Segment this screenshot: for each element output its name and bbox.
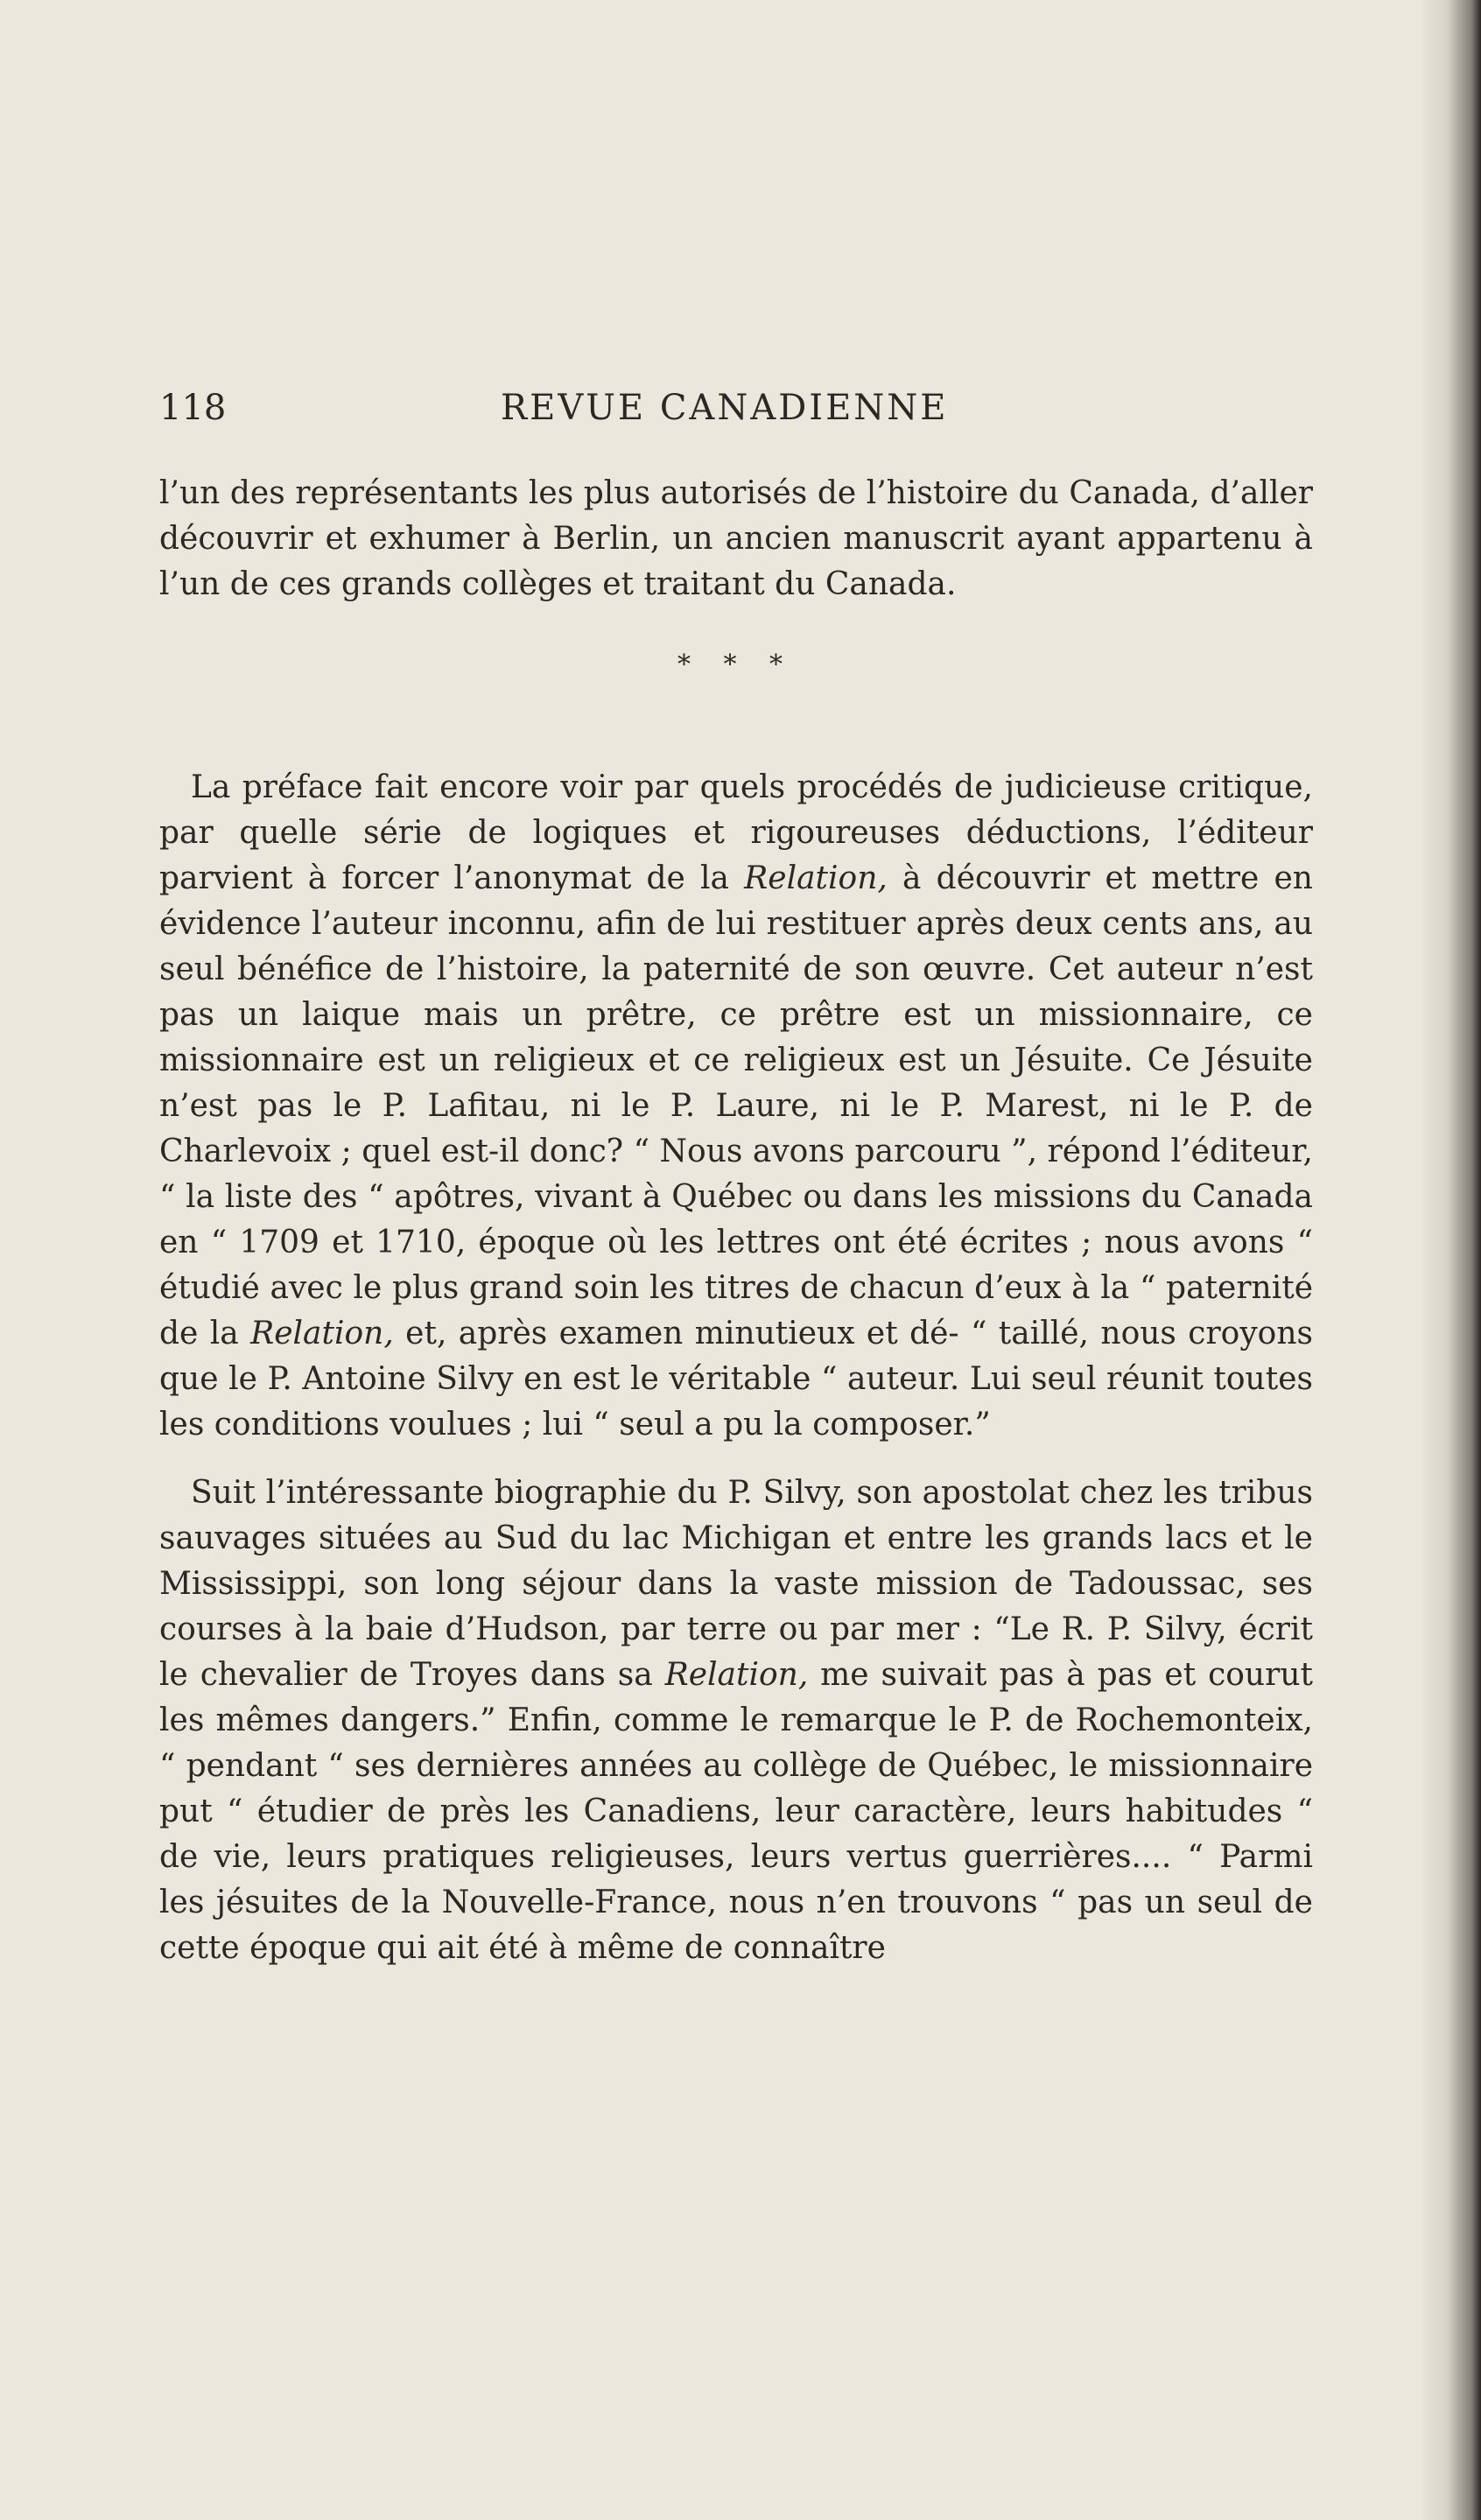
paragraph-3-italic-relation: Relation, — [664, 1657, 809, 1693]
paragraph-2-italic-relation-1: Relation, — [744, 860, 888, 896]
paragraph-2 — [159, 765, 1313, 1448]
paragraph-3 — [159, 1471, 1313, 1971]
paragraph-2-italic-relation-2: Relation, — [250, 1316, 394, 1351]
page-number: 118 — [159, 388, 227, 428]
paragraph-1: l’un des représentants les plus autorisés de l’histoire du Canada, d’aller découvrir et exhumer à Berlin, un ancien manuscrit ayant appartenu à l’un de ces grands collèges et traitant du Canada. — [159, 475, 1313, 602]
page-edge-shadow — [1420, 0, 1481, 2520]
running-head: REVUE CANADIENNE — [501, 388, 949, 428]
paragraph-2-part-c: et, après examen minutieux et dé- “ taillé, nous croyons que le P. Antoine Silvy en est le véritable “ auteur. Lui seul réunit toutes les conditions voulues ; lui “ seul a pu la composer.” — [159, 1316, 1314, 1443]
asterism: * * * — [677, 649, 796, 680]
page-header — [159, 382, 1297, 434]
paragraph-2-part-a: La préface fait encore voir par quels procédés de judicieuse critique, par quelle série de logiques et rigoureuses déductions, l’éditeur parvient à forcer l’anonymat de la — [159, 769, 1313, 896]
body-text — [159, 471, 1313, 1971]
paragraph-2-part-b: à découvrir et mettre en évidence l’auteur inconnu, afin de lui restituer après deux cents ans, au seul bénéfice de l’histoire, la paternité de son œuvre. Cet auteur n’est pas un laique mais un prêtre, ce prêtre est un missionnaire, ce missionnaire est un religieux et ce religieux est un Jésuite. Ce Jésuite n’est pas le P. Lafitau, ni le P. Laure, ni le P. Marest, ni le P. de Charlevoix ; quel est-il donc? “ Nous avons parcouru ”, répond l’éditeur, “ la liste des “ apôtres, vivant à Québec ou dans les missions du Canada en “ 1709 et 1710, époque où les lettres ont été écrites ; nous avons “ étudié avec le plus grand soin les titres de chacun d’eux à la “ paternité de la — [159, 860, 1313, 1351]
paragraph-3-part-a: Suit l’intéressante biographie du P. Silvy, son apostolat chez les tribus sauvages situées au Sud du lac Michigan et entre les grands lacs et le Mississippi, son long séjour dans la vaste mission de Tadoussac, ses courses à la baie d’Hudson, par terre ou par mer : “Le R. P. Silvy, écrit le chevalier de Troyes dans sa — [159, 1475, 1313, 1693]
paragraph-3-part-b: me suivait pas à pas et courut les mêmes dangers.” Enfin, comme le remarque le P. de Rochemonteix, “ pendant “ ses dernières années au collège de Québec, le missionnaire put “ étudier de près les Canadiens, leur caractère, leurs habitudes “ de vie, leurs pratiques religieuses, leurs vertus guerrières.... “ Parmi les jésuites de la Nouvelle-France, nous n’en trouvons “ pas un seul de cette époque qui ait été à même de connaître — [159, 1657, 1313, 1966]
